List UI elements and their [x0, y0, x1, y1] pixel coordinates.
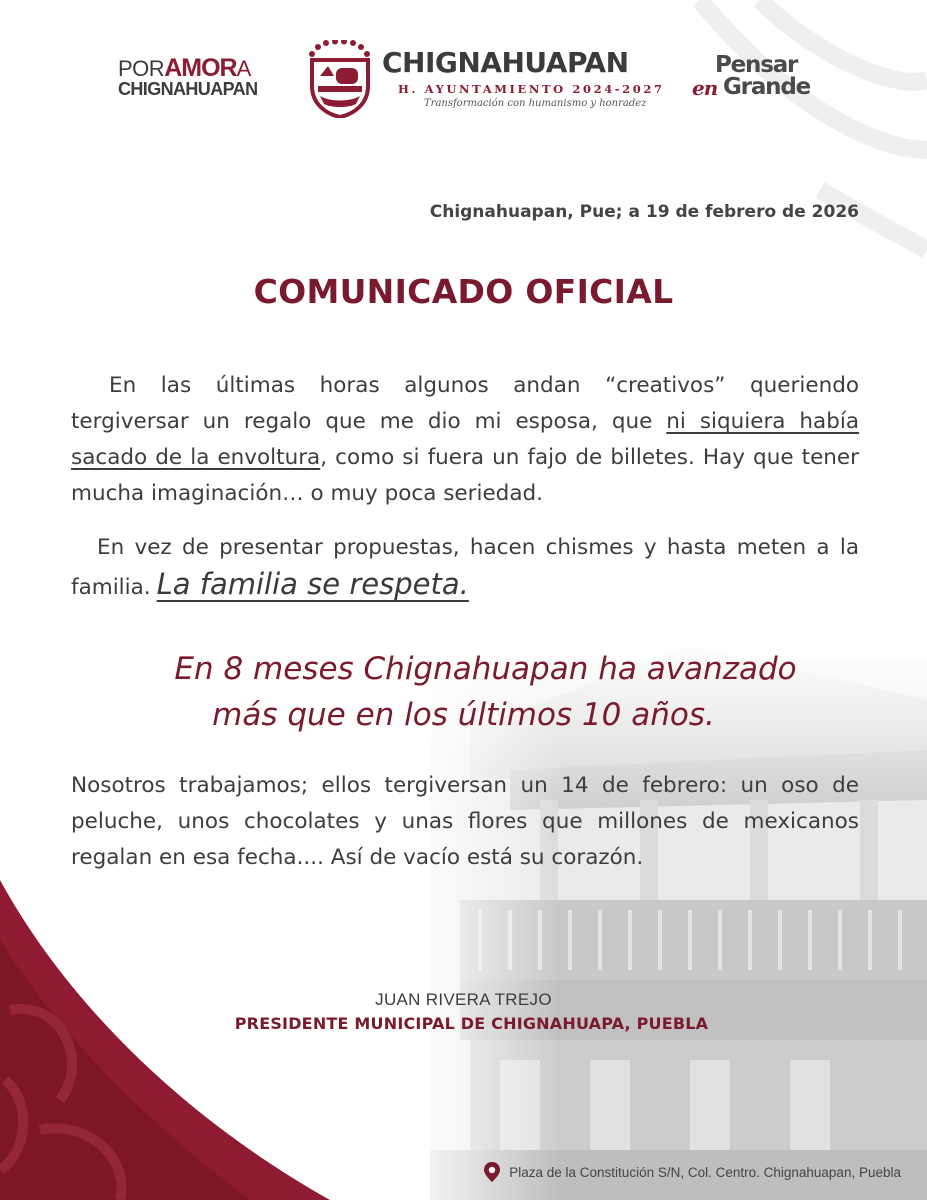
- logo-center-subtitle: H. AYUNTAMIENTO 2024-2027: [398, 82, 665, 96]
- logo-right-word1: Pensar: [715, 52, 798, 78]
- paragraph-1-after: , como si fuera un fajo de billetes. Hay que tener mucha imaginación… o muy poca seriedad.: [71, 445, 859, 506]
- pensar-en-grande-logo: [690, 52, 840, 102]
- footer-address: [483, 1162, 901, 1182]
- logo-left-line2: CHIGNAHUAPAN: [118, 79, 258, 99]
- signature-name: JUAN RIVERA TREJO: [375, 990, 552, 1009]
- logo-center-title: CHIGNAHUAPAN: [382, 46, 629, 79]
- quote-line-2: más que en los últimos 10 años.: [212, 697, 715, 733]
- logo-left-prefix: POR: [118, 56, 165, 81]
- logo-right-word2: en: [692, 76, 718, 100]
- paragraph-2: [71, 530, 859, 606]
- location-pin-icon: [483, 1162, 501, 1182]
- document-date: Chignahuapan, Pue; a 19 de febrero de 2026: [429, 202, 859, 222]
- logo-left-suffix: A: [236, 56, 251, 81]
- paragraph-3: Nosotros trabajamos; ellos tergiversan un 14 de febrero: un oso de peluche, unos chocolates y unas flores que millones de mexicanos regalan en esa fecha.... Así de vacío está su corazón.: [71, 773, 859, 870]
- document-title: COMUNICADO OFICIAL: [253, 272, 674, 311]
- paragraph-2-text: En vez de presentar propuestas, hacen chismes y hasta meten a la familia.: [71, 535, 859, 600]
- logo-left-emphasis: AMOR: [164, 54, 237, 82]
- municipal-seal-icon: [306, 40, 376, 118]
- paragraph-2-emphasis: La familia se respeta.: [156, 567, 469, 601]
- ayuntamiento-logo: [306, 40, 665, 120]
- highlight-quote: [0, 646, 927, 738]
- logo-center-motto: Transformación con humanismo y honradez: [424, 98, 647, 109]
- paragraph-1-underlined: ni siquiera había sacado de la envoltura: [71, 409, 860, 470]
- paragraph-1: [71, 368, 859, 512]
- paragraph-1-before: En las últimas horas algunos andan “creativos” queriendo tergiversar un regalo que me dio mi esposa, que: [71, 373, 859, 434]
- quote-line-1: En 8 meses Chignahuapan ha avanzado: [174, 651, 797, 687]
- signature-role: PRESIDENTE MUNICIPAL DE CHIGNAHUAPA, PUEBLA: [234, 1014, 709, 1033]
- por-amor-logo: [118, 56, 278, 98]
- address-text: Plaza de la Constitución S/N, Col. Centro. Chignahuapan, Puebla: [509, 1164, 901, 1180]
- logo-right-word3: Grande: [723, 74, 810, 100]
